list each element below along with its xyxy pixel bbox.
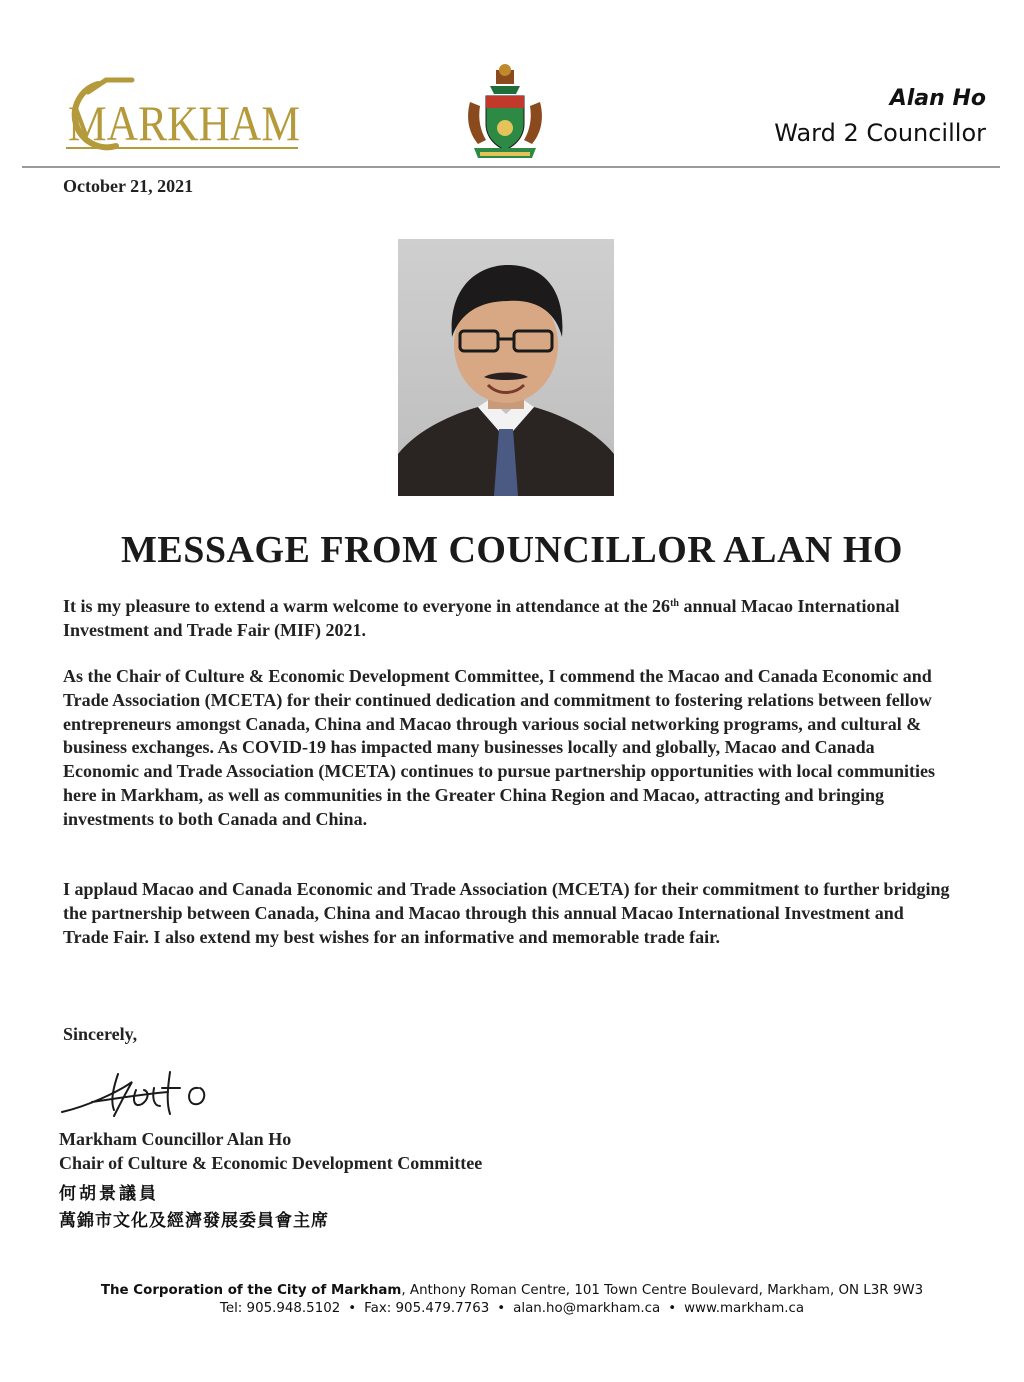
footer-tel: Tel: 905.948.5102: [219, 1301, 341, 1316]
footer-contact: [0, 1301, 1024, 1316]
message-title: MESSAGE FROM COUNCILLOR ALAN HO: [121, 529, 903, 571]
separator-dot: •: [668, 1301, 677, 1316]
signoff-name-chinese: 何胡景議員: [59, 1184, 159, 1204]
signoff-name: Markham Councillor Alan Ho: [59, 1129, 292, 1149]
letter-closing: Sincerely,: [63, 1024, 138, 1044]
separator-dot: •: [348, 1301, 357, 1316]
councillor-title: Ward 2 Councillor: [774, 119, 986, 147]
handwritten-signature: [58, 1052, 236, 1126]
letter-paragraph-3: I applaud Macao and Canada Economic and Trade Association (MCETA) for their commitment to further bridging the partnership between Canada, China and Macao through this annual Macao International Investment and Trade Fair. I also extend my best wishes for an informative and memorable trade fair.: [63, 879, 950, 947]
councillor-name: Alan Ho: [889, 86, 986, 111]
markham-logo: [58, 76, 304, 156]
signoff-role-chinese: 萬錦市文化及經濟發展委員會主席: [59, 1211, 329, 1231]
footer-fax: Fax: 905.479.7763: [364, 1301, 490, 1316]
councillor-portrait: [398, 239, 614, 496]
svg-text:MARKHAM: MARKHAM: [68, 95, 300, 151]
separator-dot: •: [497, 1301, 506, 1316]
footer-org: The Corporation of the City of Markham: [100, 1283, 402, 1298]
footer-email-link[interactable]: alan.ho@markham.ca: [513, 1301, 661, 1316]
letter-date: October 21, 2021: [63, 176, 194, 196]
signoff-role: Chair of Culture & Economic Development Committee: [59, 1153, 483, 1173]
header-divider: [22, 166, 1000, 168]
coat-of-arms-icon: [462, 62, 548, 162]
footer-street: , Anthony Roman Centre, 101 Town Centre Boulevard, Markham, ON L3R 9W3: [401, 1283, 924, 1298]
letter-paragraph-1: It is my pleasure to extend a warm welcome to everyone in attendance at the 26th annual Macao International Investment and Trade Fair (MIF) 2021.: [63, 596, 900, 640]
letter-paragraph-2: As the Chair of Culture & Economic Development Committee, I commend the Macao and Canada Economic and Trade Association (MCETA) for their continued dedication and commitment to fostering relations between fellow entrepreneurs amongst Canada, China and Macao through various social networking programs, and cultural & business exchanges. As COVID-19 has impacted many businesses locally and globally, Macao and Canada Economic and Trade Association (MCETA) continues to pursue partnership opportunities with local communities here in Markham, as well as communities in the Greater China Region and Macao, attracting and bringing investments to both Canada and China.: [63, 666, 936, 829]
footer-website-link[interactable]: www.markham.ca: [684, 1301, 805, 1316]
footer-address: [0, 1283, 1024, 1298]
